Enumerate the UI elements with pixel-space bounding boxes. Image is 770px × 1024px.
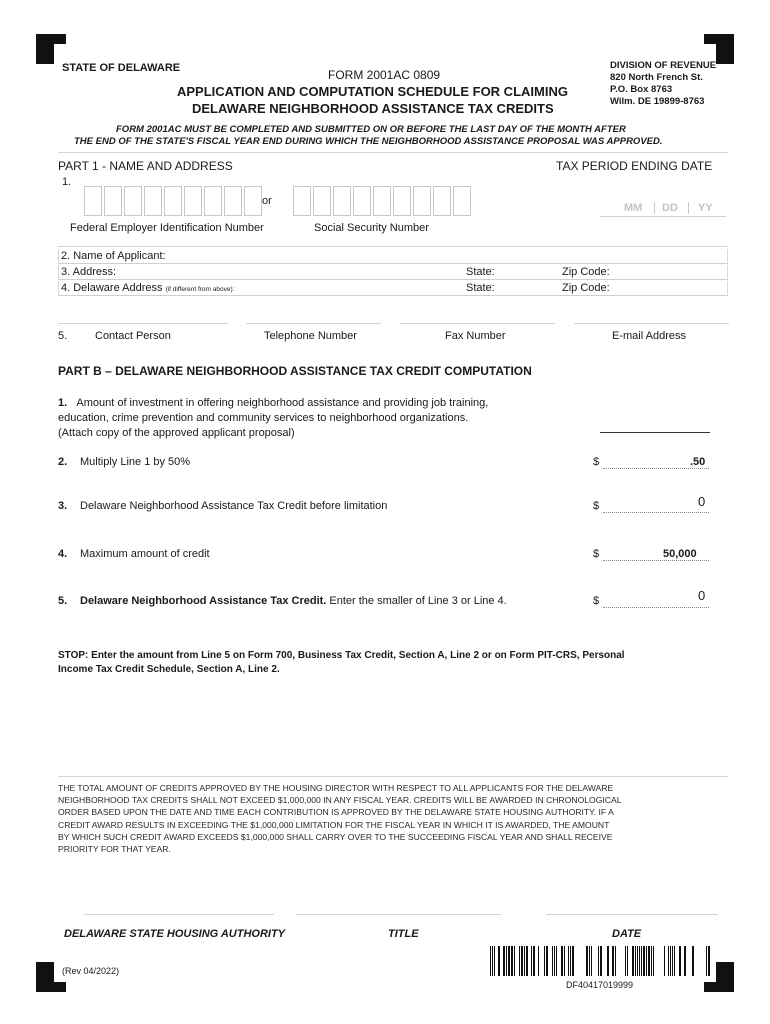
- form-title-line2: DELAWARE NEIGHBORHOOD ASSISTANCE TAX CREDITS: [192, 101, 554, 116]
- deadline-notice-line1: FORM 2001AC MUST BE COMPLETED AND SUBMITTED ON OR BEFORE THE LAST DAY OF THE MONTH AFTER: [116, 124, 626, 135]
- delaware-address-label: [61, 282, 234, 294]
- line4-num: 4.: [58, 548, 68, 560]
- ssn-digit-box[interactable]: [413, 186, 431, 216]
- line1-text-3: (Attach copy of the approved applicant proposal): [58, 427, 295, 439]
- division-pobox: P.O. Box 8763: [610, 84, 673, 95]
- line1-text-2: education, crime prevention and community services to neighborhood organizations.: [58, 412, 469, 424]
- barcode-number: DF40417019999: [566, 980, 634, 990]
- authority-signature-line[interactable]: [84, 914, 274, 915]
- division-street: 820 North French St.: [610, 72, 703, 83]
- revision-label: (Rev 04/2022): [62, 966, 120, 976]
- fein-digit-box[interactable]: [104, 186, 122, 216]
- line3-amount-field[interactable]: [603, 511, 709, 513]
- ssn-digit-box[interactable]: [333, 186, 351, 216]
- division-address: [610, 60, 716, 108]
- delaware-address-text: 4. Delaware Address: [61, 282, 163, 294]
- title-label: TITLE: [388, 928, 419, 940]
- fein-digit-box[interactable]: [204, 186, 222, 216]
- address-field[interactable]: [58, 265, 728, 280]
- line1-num: 1.: [58, 397, 68, 409]
- line5-num: 5.: [58, 595, 68, 607]
- division-name: DIVISION OF REVENUE: [610, 60, 717, 71]
- form-number: FORM 2001AC 0809: [328, 68, 441, 82]
- address-label: 3. Address:: [61, 266, 117, 278]
- corner-mark-top-left-bar: [36, 34, 66, 44]
- email-line[interactable]: [574, 323, 729, 324]
- fein-digit-box[interactable]: [164, 186, 182, 216]
- disclaimer-divider: [58, 776, 728, 777]
- corner-mark-top-right-bar: [704, 34, 734, 44]
- line3-value: 0: [698, 494, 706, 509]
- line1-description: [58, 396, 488, 441]
- date-separator: [688, 202, 689, 214]
- tax-period-mm: MM: [624, 202, 643, 214]
- line4-text: Maximum amount of credit: [80, 548, 210, 560]
- address-zip-label: Zip Code:: [562, 266, 610, 278]
- ssn-label: Social Security Number: [314, 222, 429, 234]
- line5-dollar: $: [593, 595, 600, 607]
- corner-mark-bottom-right-bar: [704, 982, 734, 992]
- contact-number: 5.: [58, 330, 68, 342]
- telephone-label: Telephone Number: [264, 330, 357, 342]
- line5-instruction: Enter the smaller of Line 3 or Line 4.: [329, 595, 507, 607]
- barcode-icon: [490, 946, 712, 976]
- fein-digit-box[interactable]: [184, 186, 202, 216]
- date-signature-line[interactable]: [546, 914, 718, 915]
- fax-label: Fax Number: [445, 330, 506, 342]
- division-city: Wilm. DE 19899-8763: [610, 96, 705, 107]
- stop-line1: STOP: Enter the amount from Line 5 on Form 700, Business Tax Credit, Section A, Line 2 or on Form PIT-CRS, Personal: [58, 650, 625, 661]
- line2-num: 2.: [58, 456, 68, 468]
- date-label: DATE: [612, 928, 642, 940]
- applicant-name-label: 2. Name of Applicant:: [61, 250, 166, 262]
- ssn-digit-box[interactable]: [393, 186, 411, 216]
- disclaimer-line: BY WHICH SUCH CREDIT AWARD EXCEEDS $1,000,000 SHALL CARRY OVER TO THE SUCCEEDING FISCAL YEAR AND SHALL RECEIVE: [58, 831, 613, 842]
- tax-period-yy: YY: [698, 202, 713, 214]
- title-signature-line[interactable]: [296, 914, 501, 915]
- line2-dollar: $: [593, 456, 600, 468]
- de-state-label: State:: [466, 282, 495, 294]
- line1-number: 1.: [62, 176, 72, 188]
- disclaimer-line: PRIORITY FOR THAT YEAR.: [58, 844, 171, 855]
- fein-digit-box[interactable]: [144, 186, 162, 216]
- email-label: E-mail Address: [612, 330, 686, 342]
- delaware-address-note: (if different from above):: [165, 286, 235, 293]
- date-separator: [654, 202, 655, 214]
- ssn-digit-box[interactable]: [353, 186, 371, 216]
- line2-text: Multiply Line 1 by 50%: [80, 456, 191, 468]
- disclaimer-line: CREDIT AWARD RESULTS IN EXCEEDING THE $1,000,000 LIMITATION FOR THE FISCAL YEAR IN WHICH IT IS AWARDED, THE AMOUNT: [58, 819, 610, 830]
- disclaimer-line: NEIGHBORHOOD TAX CREDITS SHALL NOT EXCEED $1,000,000 IN ANY FISCAL YEAR. CREDITS WILL BE AWARDED IN CHRONOLOGICAL: [58, 795, 622, 806]
- authority-label: DELAWARE STATE HOUSING AUTHORITY: [64, 928, 286, 940]
- line3-num: 3.: [58, 500, 68, 512]
- line4-dollar: $: [593, 548, 600, 560]
- ssn-digit-box[interactable]: [453, 186, 471, 216]
- line1-text-a: Amount of investment in offering neighborhood assistance and providing job training,: [76, 397, 489, 409]
- ssn-digit-box[interactable]: [313, 186, 331, 216]
- contact-person-label: Contact Person: [95, 330, 171, 342]
- ssn-digit-box[interactable]: [293, 186, 311, 216]
- partb-heading: PART B – DELAWARE NEIGHBORHOOD ASSISTANCE TAX CREDIT COMPUTATION: [58, 364, 532, 378]
- line3-dollar: $: [593, 500, 600, 512]
- line4-value: 50,000: [663, 548, 697, 560]
- form-title-line1: APPLICATION AND COMPUTATION SCHEDULE FOR CLAIMING: [177, 84, 568, 99]
- fein-digit-box[interactable]: [244, 186, 262, 216]
- state-label: STATE OF DELAWARE: [62, 62, 181, 74]
- tax-period-date-field[interactable]: [600, 200, 726, 217]
- line5-amount-field[interactable]: [603, 606, 709, 608]
- credit-limit-disclaimer: [58, 782, 622, 855]
- line3-text: Delaware Neighborhood Assistance Tax Credit before limitation: [80, 500, 388, 512]
- line5-bold-text: Delaware Neighborhood Assistance Tax Credit.: [80, 595, 327, 607]
- part1-divider: [58, 246, 728, 247]
- tax-period-dd: DD: [662, 202, 678, 214]
- deadline-notice-line2: THE END OF THE STATE'S FISCAL YEAR END DURING WHICH THE NEIGHBORHOOD ASSISTANCE PROPOSAL WAS APPROVED.: [74, 136, 663, 147]
- fein-label: Federal Employer Identification Number: [70, 222, 264, 234]
- fax-line[interactable]: [400, 323, 555, 324]
- part1-heading: PART 1 - NAME AND ADDRESS: [58, 159, 233, 173]
- ssn-digit-box[interactable]: [373, 186, 391, 216]
- fein-digit-box[interactable]: [124, 186, 142, 216]
- de-zip-label: Zip Code:: [562, 282, 610, 294]
- ssn-digit-box[interactable]: [433, 186, 451, 216]
- stop-line2: Income Tax Credit Schedule, Section A, Line 2.: [58, 664, 280, 675]
- corner-mark-bottom-left-bar: [36, 982, 66, 992]
- contact-person-line[interactable]: [58, 323, 228, 324]
- address-state-label: State:: [466, 266, 495, 278]
- line1-amount-field[interactable]: [600, 432, 710, 433]
- stop-instruction: [58, 649, 625, 677]
- fein-digit-box[interactable]: [84, 186, 102, 216]
- line5-value: 0: [698, 588, 706, 603]
- telephone-line[interactable]: [246, 323, 381, 324]
- line2-value: .50: [690, 456, 706, 468]
- or-label: or: [262, 195, 272, 207]
- line5-text: [80, 595, 507, 607]
- tax-period-label: TAX PERIOD ENDING DATE: [556, 159, 713, 173]
- disclaimer-line: ORDER BASED UPON THE DATE AND TIME EACH CONTRIBUTION IS APPROVED BY THE DELAWARE STATE HOUSING AUTHORITY. IF A: [58, 807, 614, 818]
- header-divider: [58, 152, 728, 153]
- fein-digit-box[interactable]: [224, 186, 242, 216]
- line1-text-1: [58, 396, 488, 411]
- disclaimer-line: THE TOTAL AMOUNT OF CREDITS APPROVED BY THE HOUSING DIRECTOR WITH RESPECT TO ALL APPLICANTS FOR THE DELAWARE: [58, 783, 614, 793]
